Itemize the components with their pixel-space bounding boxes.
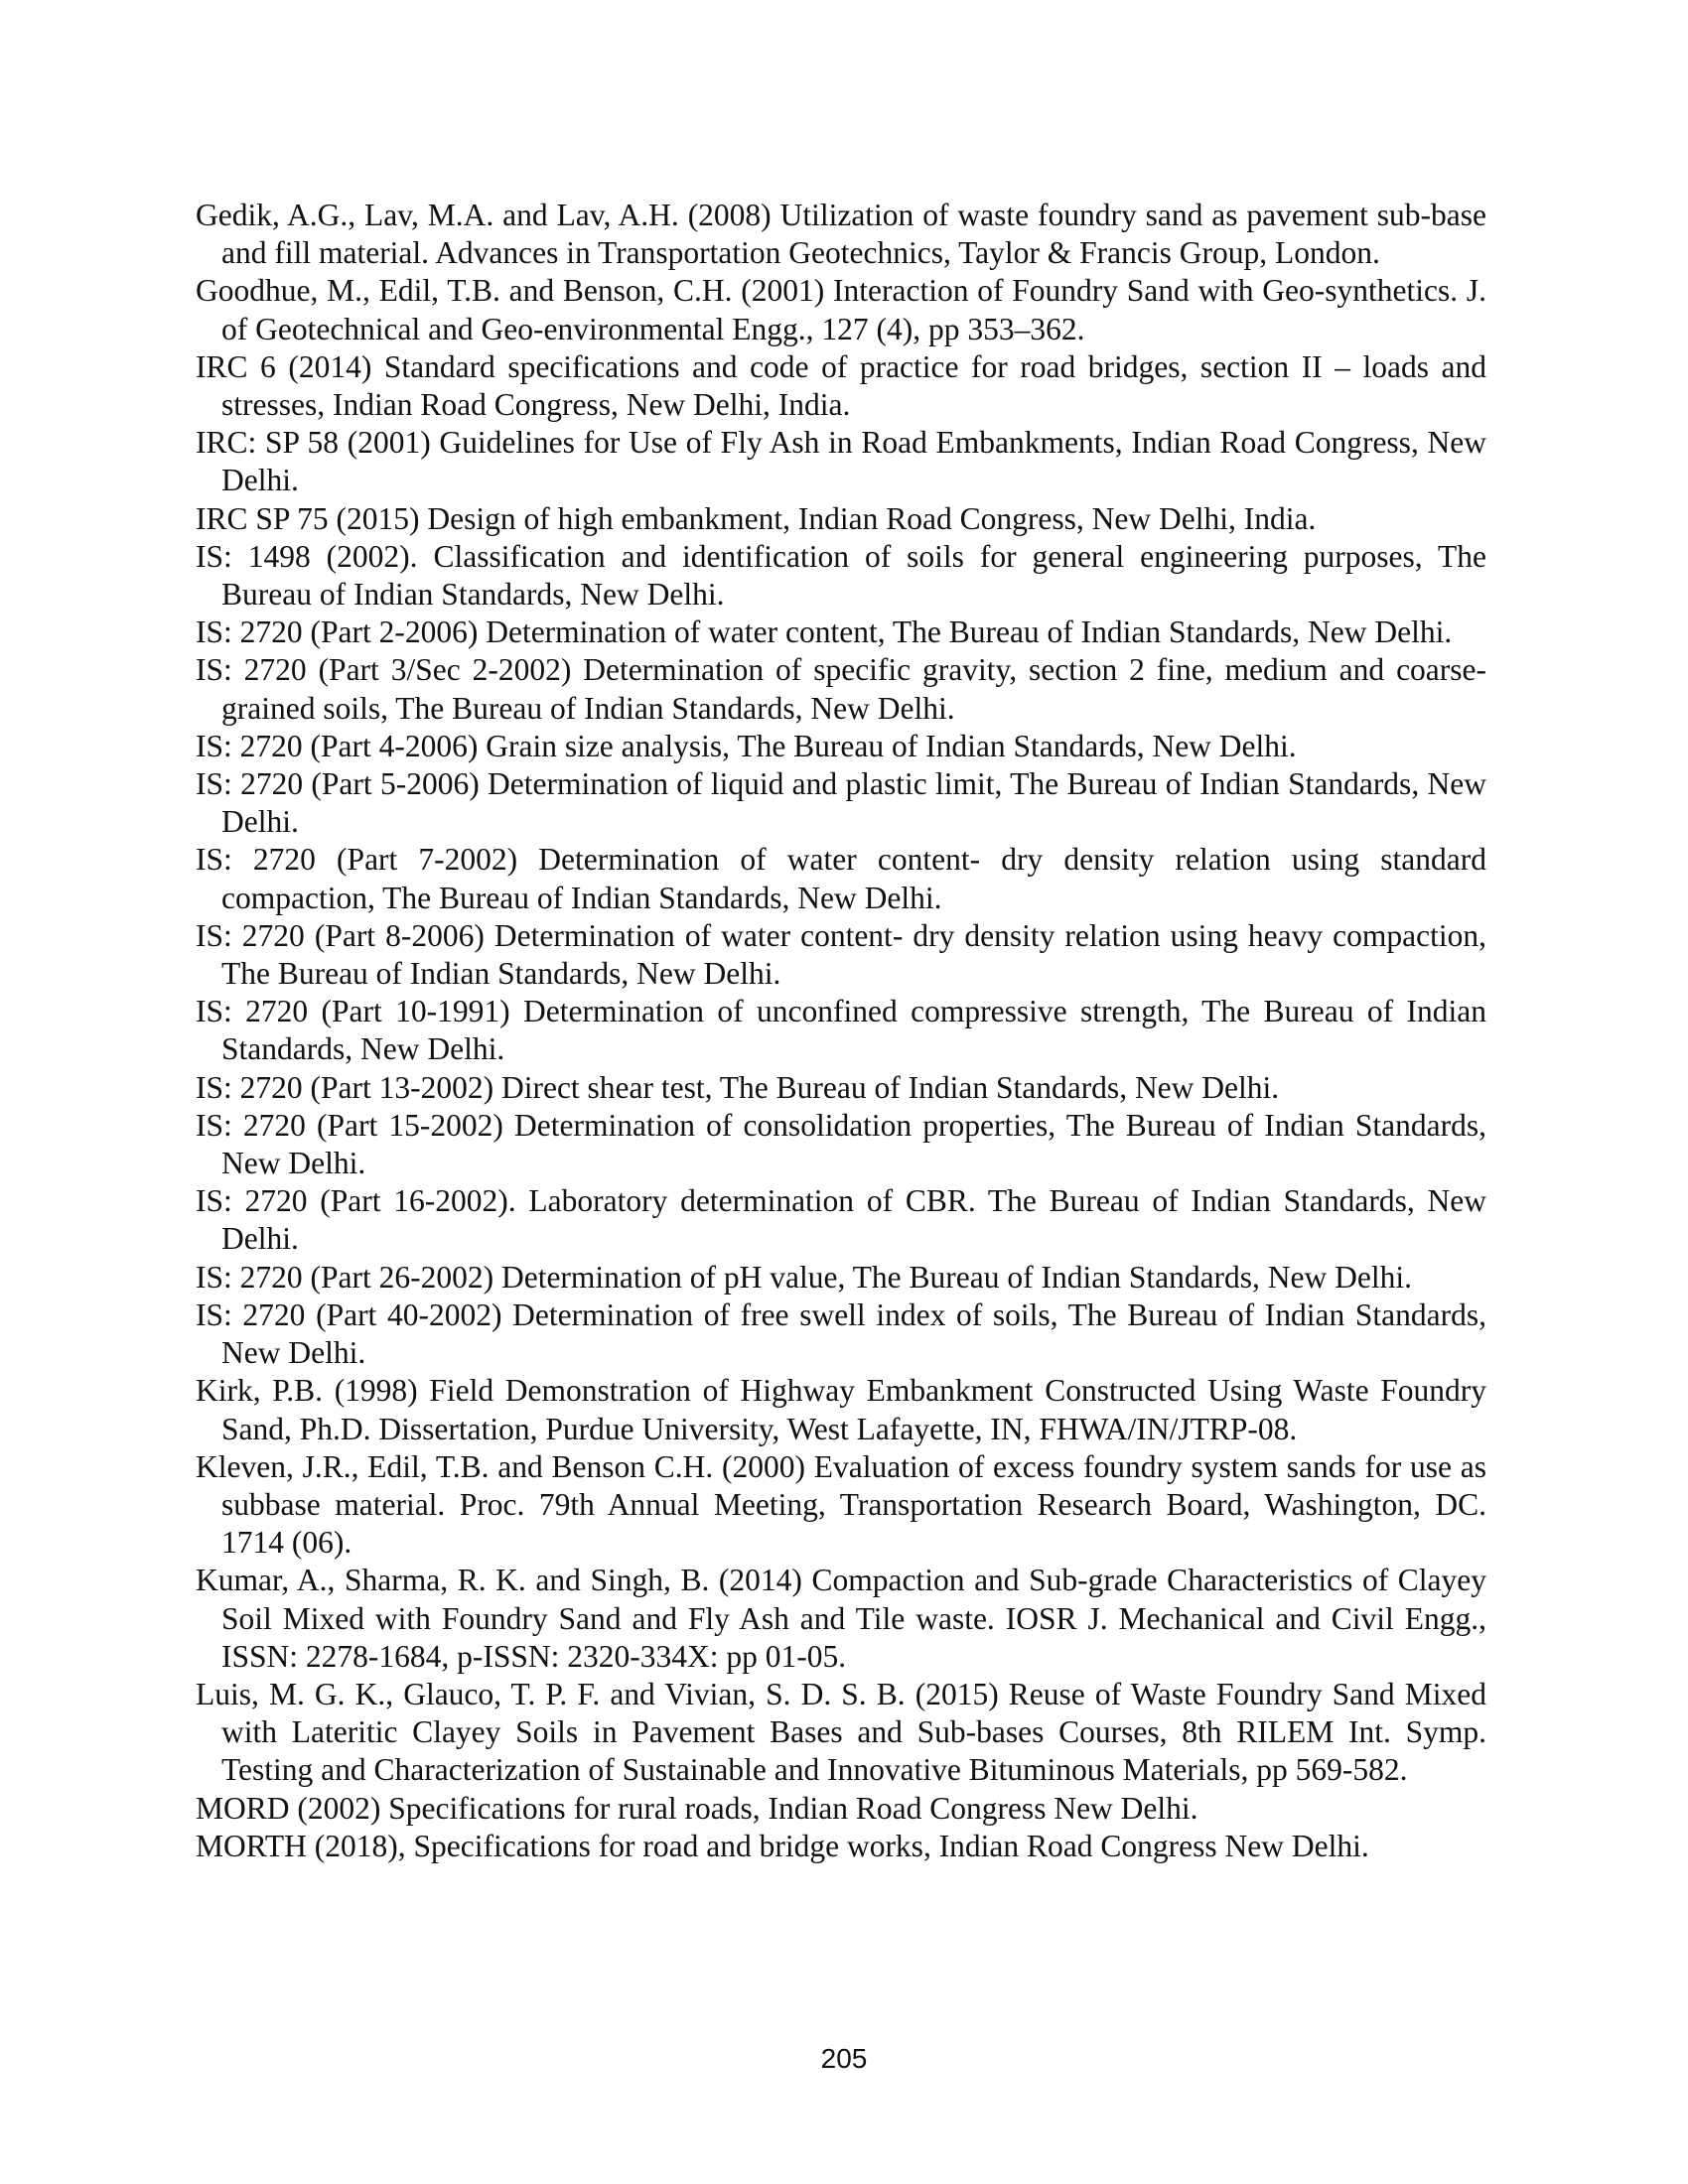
reference-entry: IS: 2720 (Part 26-2002) Determination of pH value, The Bureau of Indian Standards, New Delhi. xyxy=(196,1259,1413,1295)
reference-entry: MORTH (2018), Specifications for road and bridge works, Indian Road Congress New Delhi. xyxy=(196,1828,1369,1863)
reference-entry: Kirk, P.B. (1998) Field Demonstration of Highway Embankment Constructed Using Waste Foundry Sand, Ph.D. Dissertation, Purdue University, West Lafayette, IN, FHWA/IN/JTRP-08. xyxy=(196,1373,1486,1446)
reference-entry: IRC SP 75 (2015) Design of high embankment, Indian Road Congress, New Delhi, India. xyxy=(196,500,1317,536)
reference-entry: IS: 2720 (Part 16-2002). Laboratory determination of CBR. The Bureau of Indian Standards, New Delhi. xyxy=(196,1183,1486,1257)
page-number: 205 xyxy=(820,2043,868,2074)
reference-entry: IS: 2720 (Part 10-1991) Determination of unconfined compressive strength, The Bureau of Indian Standards, New Delhi. xyxy=(196,994,1486,1067)
reference-entry: Luis, M. G. K., Glauco, T. P. F. and Vivian, S. D. S. B. (2015) Reuse of Waste Foundry Sand Mixed with Lateritic Clayey Soils in Pavement Bases and Sub-bases Courses, 8th RILEM Int. Symp. Testing and Characterization of Sustainable and Innovative Bituminous Materials, pp 569-582. xyxy=(196,1676,1486,1788)
reference-entry: MORD (2002) Specifications for rural roads, Indian Road Congress New Delhi. xyxy=(196,1790,1198,1826)
reference-entry: Kumar, A., Sharma, R. K. and Singh, B. (2014) Compaction and Sub-grade Characteristics of Clayey Soil Mixed with Foundry Sand and Fly Ash and Tile waste. IOSR J. Mechanical and Civil Engg., ISSN: 2278-1684, p-ISSN: 2320-334X: pp 01-05. xyxy=(196,1563,1486,1674)
reference-entry: Goodhue, M., Edil, T.B. and Benson, C.H. (2001) Interaction of Foundry Sand with Geo-synthetics. J. of Geotechnical and Geo-environmental Engg., 127 (4), pp 353–362. xyxy=(196,273,1486,346)
reference-entry: Gedik, A.G., Lav, M.A. and Lav, A.H. (2008) Utilization of waste foundry sand as pavement sub-base and fill material. Advances in Transportation Geotechnics, Taylor & Francis Group, London. xyxy=(196,198,1486,271)
reference-entry: IRC: SP 58 (2001) Guidelines for Use of Fly Ash in Road Embankments, Indian Road Congress, New Delhi. xyxy=(196,425,1486,498)
reference-entry: IS: 2720 (Part 13-2002) Direct shear test, The Bureau of Indian Standards, New Delhi. xyxy=(196,1069,1280,1105)
reference-entry: IS: 2720 (Part 7-2002) Determination of water content- dry density relation using standard compaction, The Bureau of Indian Standards, New Delhi. xyxy=(196,842,1486,915)
reference-entry: IS: 1498 (2002). Classification and identification of soils for general engineering purposes, The Bureau of Indian Standards, New Delhi. xyxy=(196,538,1486,613)
reference-entry: IS: 2720 (Part 4-2006) Grain size analysis, The Bureau of Indian Standards, New Delhi. xyxy=(196,728,1297,763)
reference-entry: IS: 2720 (Part 3/Sec 2-2002) Determination of specific gravity, section 2 fine, medium and coarse-grained soils, The Bureau of Indian Standards, New Delhi. xyxy=(196,652,1486,726)
reference-entry: IS: 2720 (Part 40-2002) Determination of free swell index of soils, The Bureau of Indian Standards, New Delhi. xyxy=(196,1297,1486,1371)
reference-entry: Kleven, J.R., Edil, T.B. and Benson C.H. (2000) Evaluation of excess foundry system sands for use as subbase material. Proc. 79th Annual Meeting, Transportation Research Board, Washington, DC. 1714 (06). xyxy=(196,1448,1486,1561)
reference-entry: IS: 2720 (Part 5-2006) Determination of liquid and plastic limit, The Bureau of Indian Standards, New Delhi. xyxy=(196,766,1486,840)
reference-entry: IS: 2720 (Part 15-2002) Determination of consolidation properties, The Bureau of Indian Standards, New Delhi. xyxy=(196,1107,1486,1181)
reference-entry: IRC 6 (2014) Standard specifications and code of practice for road bridges, section II – loads and stresses, Indian Road Congress, New Delhi, India. xyxy=(196,348,1486,423)
reference-list xyxy=(196,197,1486,1865)
reference-entry: IS: 2720 (Part 2-2006) Determination of water content, The Bureau of Indian Standards, New Delhi. xyxy=(196,614,1453,650)
reference-entry: IS: 2720 (Part 8-2006) Determination of water content- dry density relation using heavy compaction, The Bureau of Indian Standards, New Delhi. xyxy=(196,917,1486,992)
